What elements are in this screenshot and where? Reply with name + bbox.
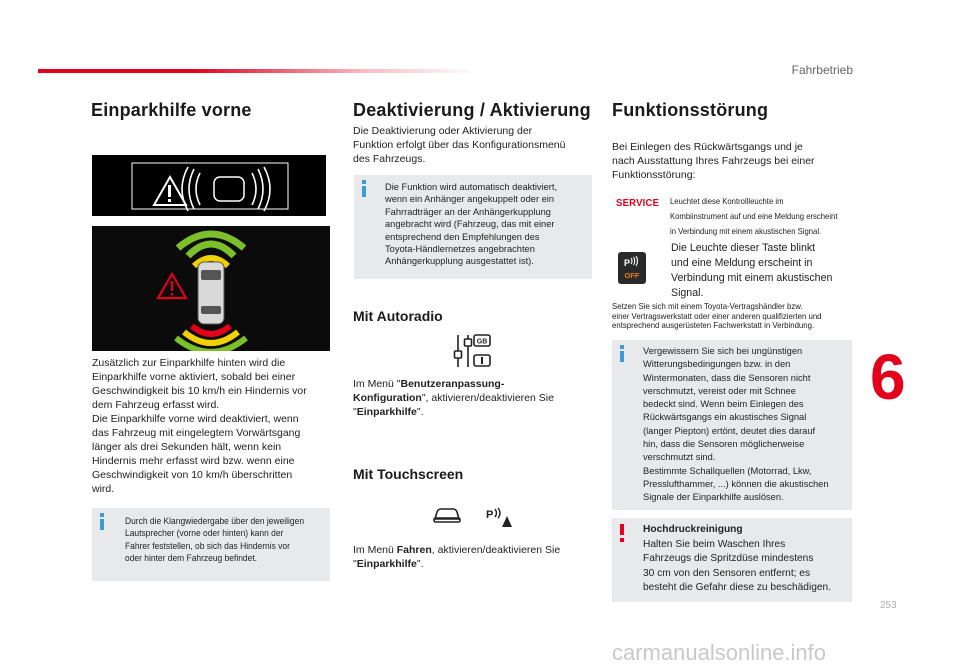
svg-text:P: P [486, 509, 494, 521]
info-note-sensors: Vergewissern Sie sich bei ungünstigen Witterungsbedingungen bzw. in den Wintermonaten, dass die Sensoren nicht verschmutzt, vereist oder mit Schnee bedeckt sind. Wenn beim Einlegen des Rückwärtsgangs ein akustisches Signal (langer Piepton) ertönt, deutet dies darauf hin, dass die Sensoren möglicherweise verschmutzt sind. Bestimmte Schallquellen (Motorrad, Lkw, Presslufthammer, ...) können die akustischen Signale der Einparkhilfe auslösen. [612, 340, 852, 510]
dealer-contact-text: Setzen Sie sich mit einem Toyota-Vertragshändler bzw. einer Vertragswerkstatt oder einer anderen qualifizierten und entsprechend ausgerüsteten Fachwerkstatt in Verbindung. [612, 301, 822, 331]
info-note-speaker: Durch die Klangwiedergabe über den jeweiligen Lautsprecher (vorne oder hinten) kann der Fahrer feststellen, ob sich das Hindernis vor oder hinter dem Fahrzeug befindet. [92, 508, 330, 581]
front-park-assist-description: Zusätzlich zur Einparkhilfe hinten wird die Einparkhilfe vorne aktiviert, sobald bei einer Geschwindigkeit bis 10 km/h ein Hindernis vor dem Fahrzeug erfasst wird. Die Einparkhilfe vorne wird deaktiviert, wenn das Fahrzeug mit eingelegtem Vorwärtsgang länger als drei Sekunden hält, wenn kein Hindernis mehr erfasst wird bzw. wenn eine Geschwindigkeit von 10 km/h überschritten wird. [92, 357, 307, 495]
watermark: carmanualsonline.info [612, 640, 827, 665]
chapter-title: Fahrbetrieb [791, 63, 853, 77]
parking-sensor-screen-image [92, 226, 330, 351]
settings-sliders-icon [452, 333, 492, 369]
header-accent-bar [38, 69, 478, 73]
front-sensor-warning-icon [92, 155, 326, 216]
subsection-title-radio: Mit Autoradio [353, 308, 443, 324]
info-note-trailer: Die Funktion wird automatisch deaktiviert, wenn ein Anhänger angekuppelt oder ein Fahrradträger an der Anhängerkupplung angebracht wird (Fahrzeug, das mit einer entsprechend den Empfehlungen des Toyota-Händlernetzes angebrachten Anhängerkupplung ausgestattet ist). [354, 175, 592, 279]
button-light-description: Die Leuchte dieser Taste blinkt und eine Meldung erscheint in Verbindung mit einem akustischen Signal. [671, 242, 833, 299]
info-icon [100, 513, 104, 517]
service-light-description: Leuchtet diese Kontrollleuchte im Kombiinstrument auf und eine Meldung erscheint in Verbindung mit einem akustischen Signal. [670, 196, 838, 236]
dashboard-sensor-image [92, 155, 326, 216]
page-number: 253 [880, 600, 897, 611]
subsection-title-touchscreen: Mit Touchscreen [353, 466, 464, 482]
info-icon [620, 345, 624, 349]
section-title-malfunction: Funktionsstörung [612, 100, 769, 120]
park-assist-off-button-icon [618, 252, 646, 284]
malfunction-intro: Bei Einlegen des Rückwärtsgangs und je nach Ausstattung Ihres Fahrzeugs bei einer Funktionsstörung: [612, 141, 815, 181]
car-icon [432, 506, 462, 526]
warning-icon [620, 524, 624, 535]
deactivation-intro: Die Deaktivierung oder Aktivierung der Funktion erfolgt über das Konfigurationsmenü des Fahrzeugs. [353, 125, 566, 165]
radio-instructions: Im Menü "Benutzeranpassung- Konfiguration", aktivieren/deaktivieren Sie "Einparkhilfe". [353, 378, 554, 418]
svg-text:OFF: OFF [624, 271, 640, 280]
touchscreen-instructions: Im Menü Fahren, aktivieren/deaktivieren Sie "Einparkhilfe". [353, 544, 561, 570]
rear-sensor-arcs [176, 326, 246, 351]
svg-text:P: P [624, 258, 631, 268]
svg-text:GB: GB [476, 338, 488, 346]
parking-sensor-icon [486, 506, 514, 528]
warning-note-pressure-washing: Hochdruckreinigung Halten Sie beim Waschen Ihres Fahrzeugs die Spritzdüse mindestens 30 cm von den Sensoren entfernt; es besteht die Gefahr diese zu beschädigen. [612, 518, 852, 602]
parking-sensor-display [92, 226, 330, 351]
chapter-number: 6 [870, 341, 906, 413]
section-title-front-park-assist: Einparkhilfe vorne [91, 100, 252, 120]
service-warning-icon: SERVICE [616, 197, 660, 209]
info-icon [362, 180, 366, 184]
front-sensor-arcs [178, 234, 244, 266]
section-title-deactivation: Deaktivierung / Aktivierung [353, 100, 591, 120]
